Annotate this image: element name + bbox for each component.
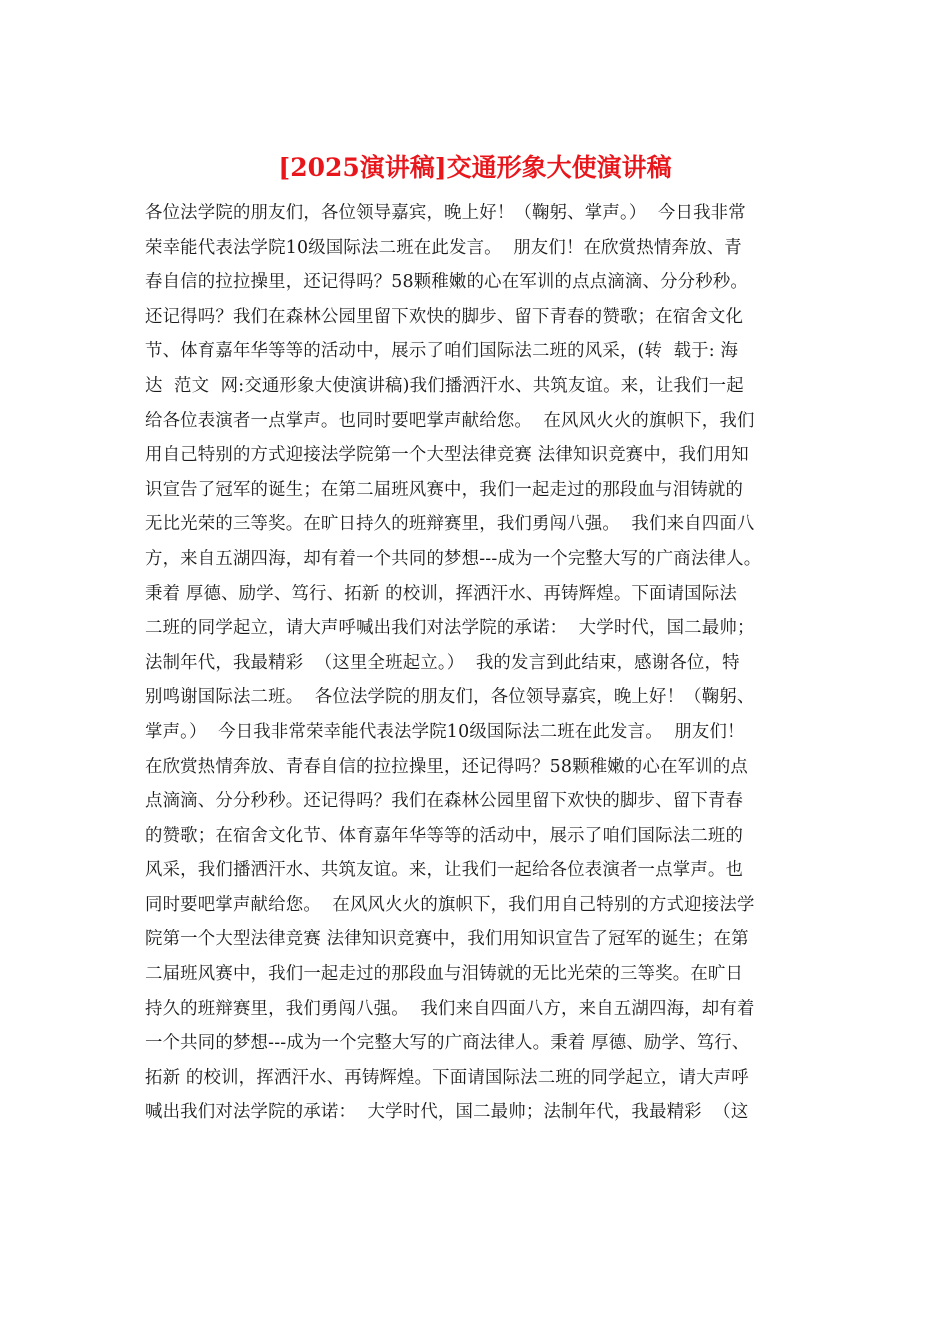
body-text-line: 无比光荣的三等奖。在旷日持久的班辩赛里，我们勇闯八强。 我们来自四面八	[145, 514, 755, 535]
body-text-line: 用自己特别的方式迎接法学院第一个大型法律竞赛 法律知识竞赛中，我们用知	[145, 445, 749, 466]
body-text-line: 点滴滴、分分秒秒。还记得吗？我们在森林公园里留下欢快的脚步、留下青春	[145, 791, 744, 812]
body-text-line: 掌声。） 今日我非常荣幸能代表法学院10级国际法二班在此发言。 朋友们！	[145, 721, 745, 742]
body-text-line: 方，来自五湖四海，却有着一个共同的梦想---成为一个完整大写的广商法律人。	[145, 548, 762, 569]
document-body	[145, 196, 835, 1130]
body-text-line: 一个共同的梦想---成为一个完整大写的广商法律人。秉着 厚德、励学、笃行、	[145, 1033, 750, 1054]
body-text-line: 给各位表演者一点掌声。也同时要吧掌声献给您。 在风风火火的旗帜下，我们	[145, 410, 755, 431]
body-text-line: 别鸣谢国际法二班。 各位法学院的朋友们，各位领导嘉宾，晚上好！（鞠躬、	[145, 687, 755, 708]
body-text-line: 在欣赏热情奔放、青春自信的拉拉操里，还记得吗？58颗稚嫩的心在军训的点	[145, 756, 749, 777]
body-text-line: 院第一个大型法律竞赛 法律知识竞赛中，我们用知识宣告了冠军的诞生；在第	[145, 929, 749, 950]
body-text-line: 二班的同学起立，请大声呼喊出我们对法学院的承诺： 大学时代，国二最帅；	[145, 618, 755, 639]
body-text-line: 风采，我们播洒汗水、共筑友谊。来，让我们一起给各位表演者一点掌声。也	[145, 860, 744, 881]
body-text-line: 的赞歌；在宿舍文化节、体育嘉年华等等的活动中，展示了咱们国际法二班的	[145, 825, 744, 846]
body-text-line: 达 范文 网:交通形象大使演讲稿)我们播洒汗水、共筑友谊。来，让我们一起	[145, 375, 744, 396]
body-text-line: 喊出我们对法学院的承诺： 大学时代，国二最帅；法制年代，我最精彩 （这	[145, 1102, 749, 1123]
body-text-line: 识宣告了冠军的诞生；在第二届班风赛中，我们一起走过的那段血与泪铸就的	[145, 479, 744, 500]
document-title: [2025演讲稿]交通形象大使演讲稿	[278, 153, 672, 182]
body-text-line: 节、体育嘉年华等等的活动中，展示了咱们国际法二班的风采，(转 载于: 海	[145, 341, 739, 362]
body-text-line: 各位法学院的朋友们，各位领导嘉宾，晚上好！（鞠躬、掌声。） 今日我非常	[145, 203, 746, 223]
body-text-line: 春自信的拉拉操里，还记得吗？58颗稚嫩的心在军训的点点滴滴、分分秒秒。	[145, 272, 749, 293]
body-text-line: 拓新 的校训，挥洒汗水、再铸辉煌。下面请国际法二班的同学起立，请大声呼	[145, 1067, 749, 1088]
body-text-line: 二届班风赛中，我们一起走过的那段血与泪铸就的无比光荣的三等奖。在旷日	[145, 964, 744, 985]
body-text-line: 同时要吧掌声献给您。 在风风火火的旗帜下，我们用自己特别的方式迎接法学	[145, 894, 755, 915]
body-text-line: 还记得吗？我们在森林公园里留下欢快的脚步、留下青春的赞歌；在宿舍文化	[145, 306, 744, 327]
body-text-line: 持久的班辩赛里，我们勇闯八强。 我们来自四面八方，来自五湖四海，却有着	[145, 998, 755, 1019]
body-text-line: 荣幸能代表法学院10级国际法二班在此发言。 朋友们！在欣赏热情奔放、青	[145, 237, 742, 258]
body-text-line: 法制年代，我最精彩 （这里全班起立。） 我的发言到此结束，感谢各位，特	[145, 652, 740, 673]
body-text-line: 秉着 厚德、励学、笃行、拓新 的校训，挥洒汗水、再铸辉煌。下面请国际法	[145, 583, 737, 604]
